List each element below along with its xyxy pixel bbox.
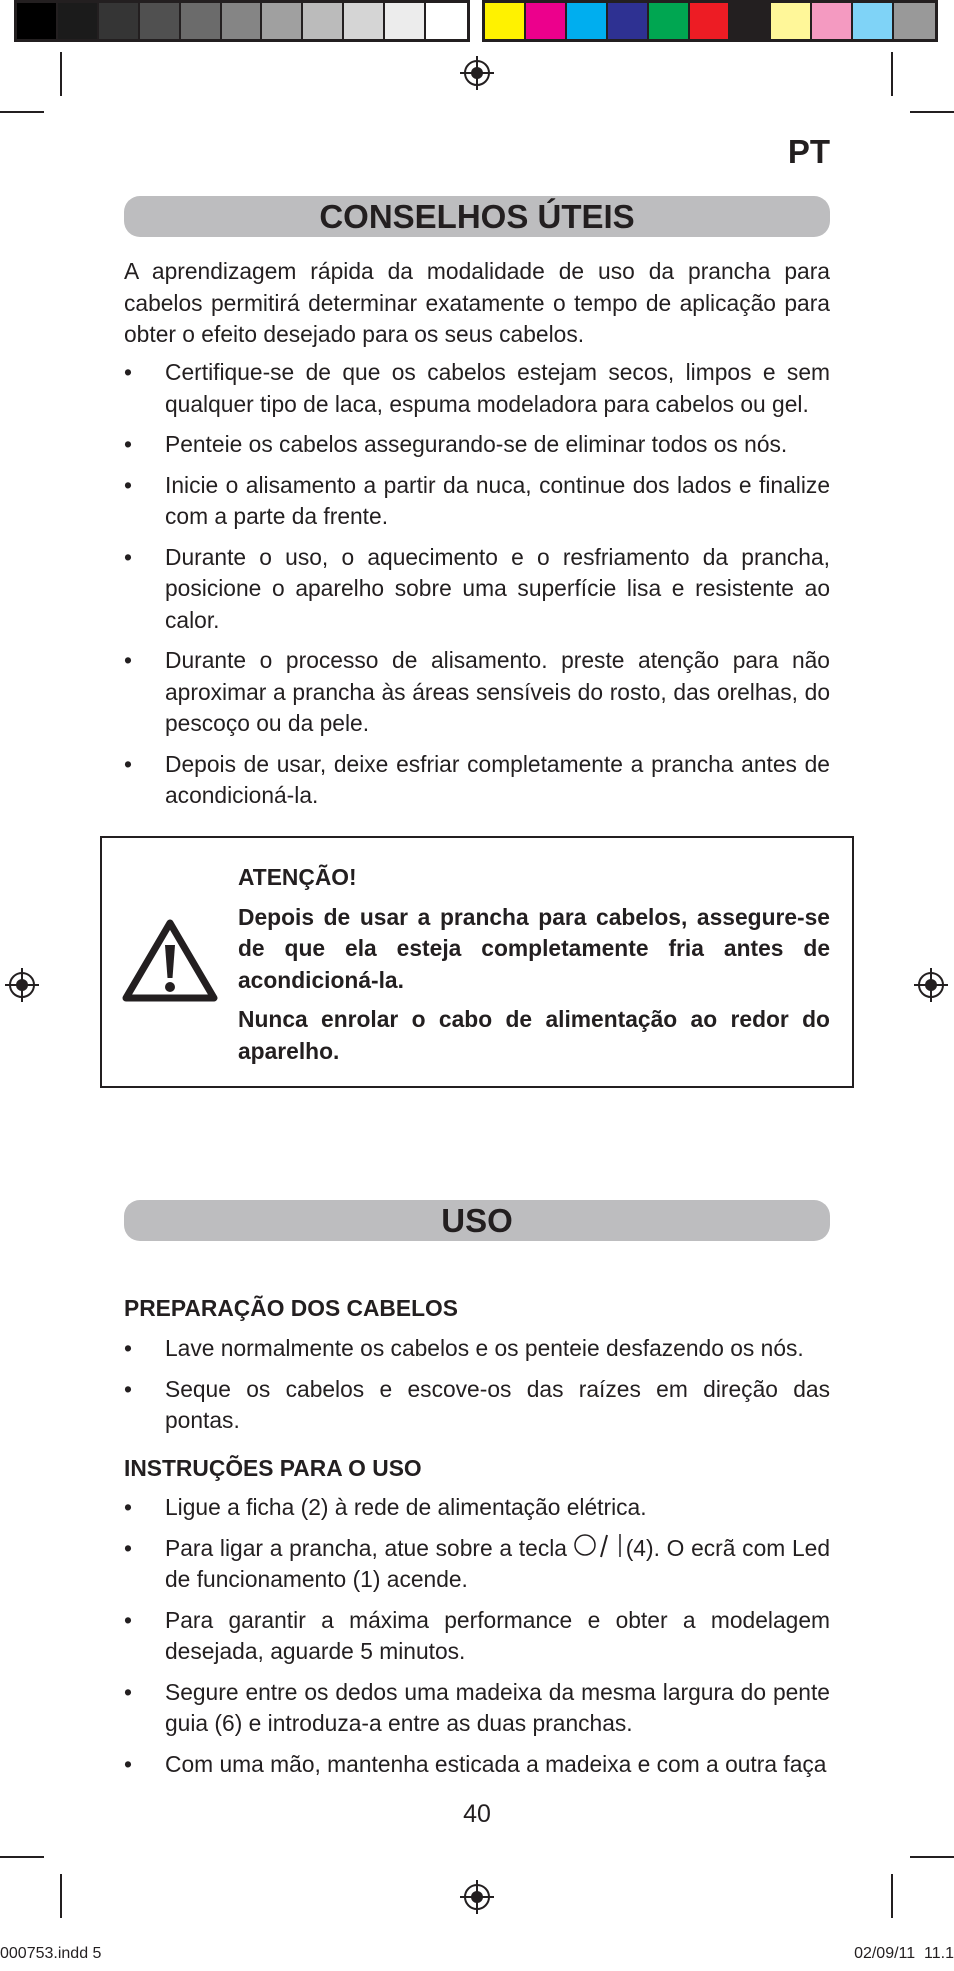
intro-paragraph: A aprendizagem rápida da modalidade de uso da prancha para cabelos permitirá determinar exatamente o tempo de aplicação para obter o efeito desejado para os seus cabelos. bbox=[124, 258, 830, 347]
subheading-usage-instructions: INSTRUÇÕES PARA O USO bbox=[124, 1455, 422, 1481]
gray-swatch-4 bbox=[181, 3, 222, 39]
color-swatch-7 bbox=[771, 3, 812, 39]
warning-text bbox=[238, 862, 830, 1075]
list-item: • Inicie o alisamento a partir da nuca, continue dos lados e finalize com a parte da frente. bbox=[124, 470, 830, 533]
crop-mark bbox=[60, 52, 62, 96]
gray-swatch-8 bbox=[344, 3, 385, 39]
gray-swatch-7 bbox=[303, 3, 344, 39]
gray-swatch-10 bbox=[426, 3, 467, 39]
grayscale-color-bar bbox=[14, 0, 470, 42]
gray-swatch-9 bbox=[385, 3, 426, 39]
gray-swatch-5 bbox=[222, 3, 263, 39]
gray-swatch-3 bbox=[140, 3, 181, 39]
page-number: 40 bbox=[463, 1800, 491, 1828]
color-swatch-6 bbox=[730, 3, 771, 39]
process-color-bar bbox=[482, 0, 938, 42]
warning-title: ATENÇÃO! bbox=[238, 864, 357, 890]
gray-swatch-2 bbox=[99, 3, 140, 39]
power-key-icon bbox=[574, 1533, 626, 1559]
color-swatch-2 bbox=[567, 3, 608, 39]
section-title-tips: CONSELHOS ÚTEIS bbox=[124, 196, 830, 237]
crop-mark bbox=[60, 1874, 62, 1918]
tips-list bbox=[124, 357, 830, 821]
slug-file-name: 000753.indd 5 bbox=[0, 1945, 102, 1962]
gray-swatch-1 bbox=[58, 3, 99, 39]
preparation-list bbox=[124, 1333, 830, 1446]
registration-mark-right-icon bbox=[914, 968, 948, 1002]
list-item: • Durante o processo de alisamento. preste atenção para não aproximar a prancha às áreas sensíveis do rosto, das orelhas, do pescoço ou da pele. bbox=[124, 645, 830, 740]
list-item bbox=[124, 1533, 830, 1596]
color-swatch-9 bbox=[853, 3, 894, 39]
warning-triangle-icon bbox=[122, 918, 218, 1004]
crop-mark bbox=[910, 111, 954, 113]
language-code: PT bbox=[787, 133, 830, 170]
instructions-list bbox=[124, 1492, 830, 1789]
instruction-text: Para ligar a prancha, atue sobre a tecla bbox=[165, 1534, 574, 1561]
color-swatch-8 bbox=[812, 3, 853, 39]
registration-mark-top-icon bbox=[460, 56, 494, 90]
list-item: • Ligue a ficha (2) à rede de alimentação elétrica. bbox=[124, 1492, 830, 1524]
crop-mark bbox=[0, 1856, 44, 1858]
gray-swatch-0 bbox=[17, 3, 58, 39]
list-item: • Lave normalmente os cabelos e os penteie desfazendo os nós. bbox=[124, 1333, 830, 1365]
crop-mark bbox=[891, 1874, 893, 1918]
list-item: • Penteie os cabelos assegurando-se de eliminar todos os nós. bbox=[124, 429, 830, 461]
color-swatch-5 bbox=[690, 3, 731, 39]
color-swatch-0 bbox=[485, 3, 526, 39]
crop-mark bbox=[910, 1856, 954, 1858]
section-title-usage: USO bbox=[124, 1200, 830, 1241]
crop-mark bbox=[0, 111, 44, 113]
slug-date: 02/09/11 11.1 bbox=[854, 1945, 954, 1962]
gray-swatch-6 bbox=[262, 3, 303, 39]
color-swatch-3 bbox=[608, 3, 649, 39]
subheading-hair-preparation: PREPARAÇÃO DOS CABELOS bbox=[124, 1295, 458, 1321]
color-swatch-4 bbox=[649, 3, 690, 39]
warning-paragraph: Depois de usar a prancha para cabelos, assegure-se de que ela esteja completamente fria antes de acondicioná-la. bbox=[238, 903, 830, 993]
warning-box bbox=[100, 836, 854, 1088]
crop-mark bbox=[891, 52, 893, 96]
warning-paragraph: Nunca enrolar o cabo de alimentação ao redor do aparelho. bbox=[238, 1006, 830, 1064]
list-item: • Durante o uso, o aquecimento e o resfriamento da prancha, posicione o aparelho sobre uma superfície lisa e resistente ao calor. bbox=[124, 542, 830, 637]
color-swatch-1 bbox=[526, 3, 567, 39]
list-item: • Seque os cabelos e escove-os das raízes em direção das pontas. bbox=[124, 1374, 830, 1437]
registration-mark-bottom-icon bbox=[460, 1880, 494, 1914]
list-item: • Certifique-se de que os cabelos estejam secos, limpos e sem qualquer tipo de laca, espuma modeladora para cabelos ou gel. bbox=[124, 357, 830, 420]
list-item: • Segure entre os dedos uma madeixa da mesma largura do pente guia (6) e introduza-a entre as duas pranchas. bbox=[124, 1677, 830, 1740]
registration-mark-left-icon bbox=[5, 968, 39, 1002]
color-swatch-10 bbox=[894, 3, 935, 39]
list-item: • Depois de usar, deixe esfriar completamente a prancha antes de acondicioná-la. bbox=[124, 749, 830, 812]
instruction-text: (4). O ecrã com Led de funcionamento (1) acende. bbox=[165, 1534, 830, 1592]
list-item: • Para garantir a máxima performance e obter a modelagem desejada, aguarde 5 minutos. bbox=[124, 1605, 830, 1668]
list-item: • Com uma mão, mantenha esticada a madeixa e com a outra faça bbox=[124, 1749, 830, 1781]
